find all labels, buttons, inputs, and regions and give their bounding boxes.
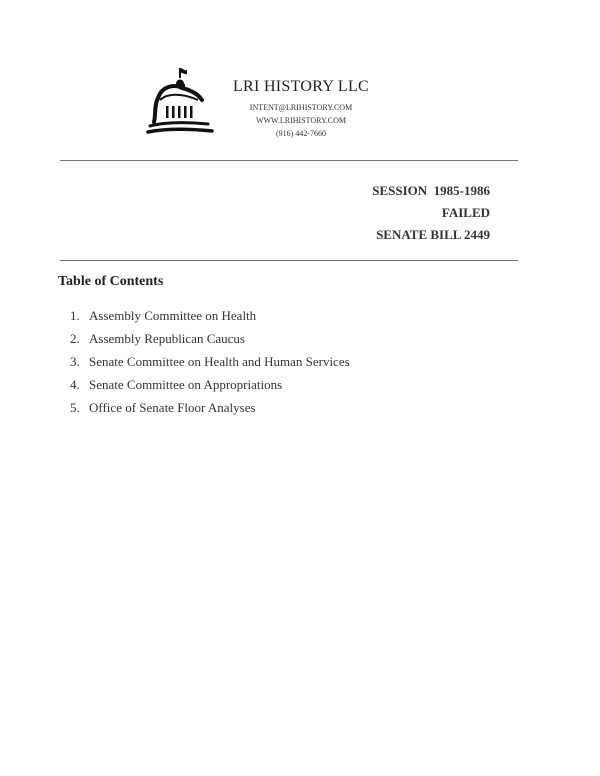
toc-item-number: 5.	[70, 400, 80, 415]
session-label: SESSION	[372, 183, 428, 198]
company-name: LRI HISTORY LLC	[232, 78, 370, 95]
company-website: WWW.LRIHISTORY.COM	[255, 116, 347, 125]
toc-title: Table of Contents	[58, 274, 164, 289]
capitol-dome-icon	[144, 64, 216, 140]
meta-divider	[60, 260, 518, 261]
toc-list	[70, 306, 350, 421]
toc-item-label: Office of Senate Floor Analyses	[89, 400, 256, 415]
company-email: INTENT@LRIHISTORY.COM	[249, 103, 353, 112]
toc-item-label: Assembly Committee on Health	[89, 308, 257, 323]
toc-item-label: Senate Committee on Health and Human Services	[89, 354, 350, 369]
bill-name: SENATE BILL 2449	[376, 227, 490, 242]
company-phone: (916) 442-7660	[276, 129, 326, 138]
toc-item-number: 4.	[70, 377, 80, 392]
session-line	[372, 180, 490, 202]
toc-item-number: 3.	[70, 354, 80, 369]
toc-item	[70, 375, 350, 398]
toc-item-number: 1.	[70, 308, 80, 323]
toc-item-label: Senate Committee on Appropriations	[89, 377, 283, 392]
toc-item-label: Assembly Republican Caucus	[89, 331, 245, 346]
bill-meta	[372, 180, 490, 246]
toc-item	[70, 329, 350, 352]
session-years: 1985-1986	[433, 183, 490, 198]
toc-item-number: 2.	[70, 331, 80, 346]
bill-status: FAILED	[441, 205, 490, 220]
toc-item	[70, 352, 350, 375]
toc-item	[70, 398, 350, 421]
company-block	[222, 78, 380, 140]
header-divider	[60, 160, 518, 161]
toc-item	[70, 306, 350, 329]
